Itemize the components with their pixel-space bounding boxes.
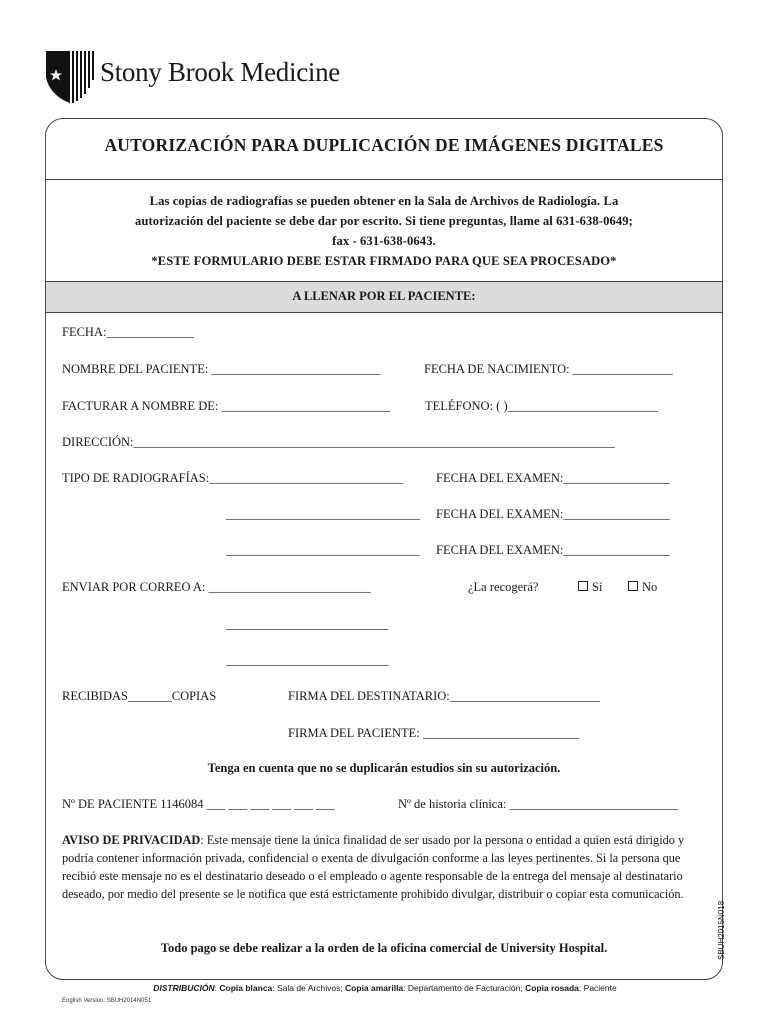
form-title: AUTORIZACIÓN PARA DUPLICACIÓN DE IMÁGENES DIGITALES: [104, 135, 664, 155]
pickup-question: ¿La recogerá?: [468, 580, 539, 594]
copy-white-label: Copia blanca: [219, 983, 273, 993]
patient-name-field[interactable]: NOMBRE DEL PACIENTE: ___________________________: [62, 362, 381, 376]
copy-yellow-label: Copia amarilla: [345, 983, 404, 993]
intro-line-2: autorización del paciente se debe dar por escrito. Si tiene preguntas, llame al 631-638-0649;: [135, 214, 633, 228]
copy-pink-label: Copia rosada: [525, 983, 579, 993]
exam-date-field-2[interactable]: FECHA DEL EXAMEN:_________________: [436, 507, 670, 521]
address-field[interactable]: DIRECCIÓN:_____________________________________________________________________________: [62, 435, 615, 449]
distribution-label: DISTRIBUCIÓN: [153, 983, 215, 993]
distribution-line: DISTRIBUCIÓN: Copia blanca: Sala de Archivos; Copia amarilla: Departamento de Facturación; Copia rosada: Paciente: [153, 983, 617, 993]
form-frame: [45, 118, 723, 980]
xray-type-field[interactable]: TIPO DE RADIOGRAFÍAS:_______________________________: [62, 471, 403, 485]
patient-signature-field[interactable]: FIRMA DEL PACIENTE: _________________________: [288, 726, 580, 740]
brand-name: Stony Brook Medicine: [100, 57, 340, 87]
patient-number-field[interactable]: Nº DE PACIENTE 1146084 ___ ___ ___ ___ ___ ___: [62, 797, 335, 811]
stony-brook-logo: [44, 47, 364, 107]
yes-checkbox[interactable]: [578, 581, 588, 591]
mail-address-line-2[interactable]: __________________________: [226, 653, 389, 667]
xray-type-field-2[interactable]: _______________________________: [226, 507, 420, 521]
shield-icon: [44, 47, 96, 107]
copy-white-text: : Sala de Archivos;: [272, 983, 346, 993]
privacy-text: : Este mensaje tiene la única finalidad de ser usado por la persona o entidad a quien está dirigido y podría contener información privada, confidencial o exenta de divulgación conforme a las leyes pertinentes. Si la persona que recibió este mensaje no es el destinatario deseado o el empleado o agente responsable de la entrega del mensaje al destinatario deseado, por medio del presente se le notifica que está estrictamente prohibido divulgar, distribuir o copiar esta comunicación.: [62, 833, 685, 901]
phone-field[interactable]: TELÉFONO: ( )________________________: [425, 399, 658, 413]
authorization-note: Tenga en cuenta que no se duplicarán estudios sin su autorización.: [207, 761, 561, 775]
xray-type-field-3[interactable]: _______________________________: [226, 543, 420, 557]
form-code: SBUH2015N018: [717, 900, 726, 960]
privacy-notice: [62, 831, 692, 903]
copies-received-field[interactable]: RECIBIDAS_______COPIAS: [62, 689, 217, 703]
copy-yellow-text: : Departamento de Facturación;: [403, 983, 526, 993]
exam-date-field-3[interactable]: FECHA DEL EXAMEN:_________________: [436, 543, 670, 557]
pickup-no-option[interactable]: [628, 580, 657, 595]
billing-name-field[interactable]: FACTURAR A NOMBRE DE: ___________________________: [62, 399, 391, 413]
intro-line-1: Las copias de radiografías se pueden obtener en la Sala de Archivos de Radiología. La: [149, 194, 619, 208]
intro-line-4: *ESTE FORMULARIO DEBE ESTAR FIRMADO PARA QUE SEA PROCESADO*: [151, 254, 617, 268]
no-checkbox[interactable]: [628, 581, 638, 591]
intro-line-3: fax - 631-638-0643.: [332, 234, 436, 248]
date-field[interactable]: FECHA:______________: [62, 325, 194, 339]
no-label: No: [642, 580, 658, 594]
recipient-signature-field[interactable]: FIRMA DEL DESTINATARIO:________________________: [288, 689, 600, 703]
medical-record-field[interactable]: Nº de historia clínica: ___________________________: [398, 797, 679, 811]
birth-date-field[interactable]: FECHA DE NACIMIENTO: ________________: [424, 362, 673, 376]
yes-label: Sí: [592, 580, 603, 594]
intro-text: [66, 191, 702, 271]
exam-date-field-1[interactable]: FECHA DEL EXAMEN:_________________: [436, 471, 670, 485]
section-header: A LLENAR POR EL PACIENTE:: [46, 281, 722, 313]
privacy-heading: AVISO DE PRIVACIDAD: [62, 833, 201, 847]
pickup-yes-option[interactable]: [578, 580, 602, 595]
payment-note: Todo pago se debe realizar a la orden de la oficina comercial de University Hospital.: [160, 941, 608, 955]
mail-to-field[interactable]: ENVIAR POR CORREO A: __________________________: [62, 580, 372, 594]
title-divider: [46, 179, 722, 180]
mail-address-line-1[interactable]: __________________________: [226, 617, 389, 631]
copy-pink-text: : Paciente: [578, 983, 617, 993]
english-version: English Version: SBUH2014N051: [62, 998, 152, 1004]
